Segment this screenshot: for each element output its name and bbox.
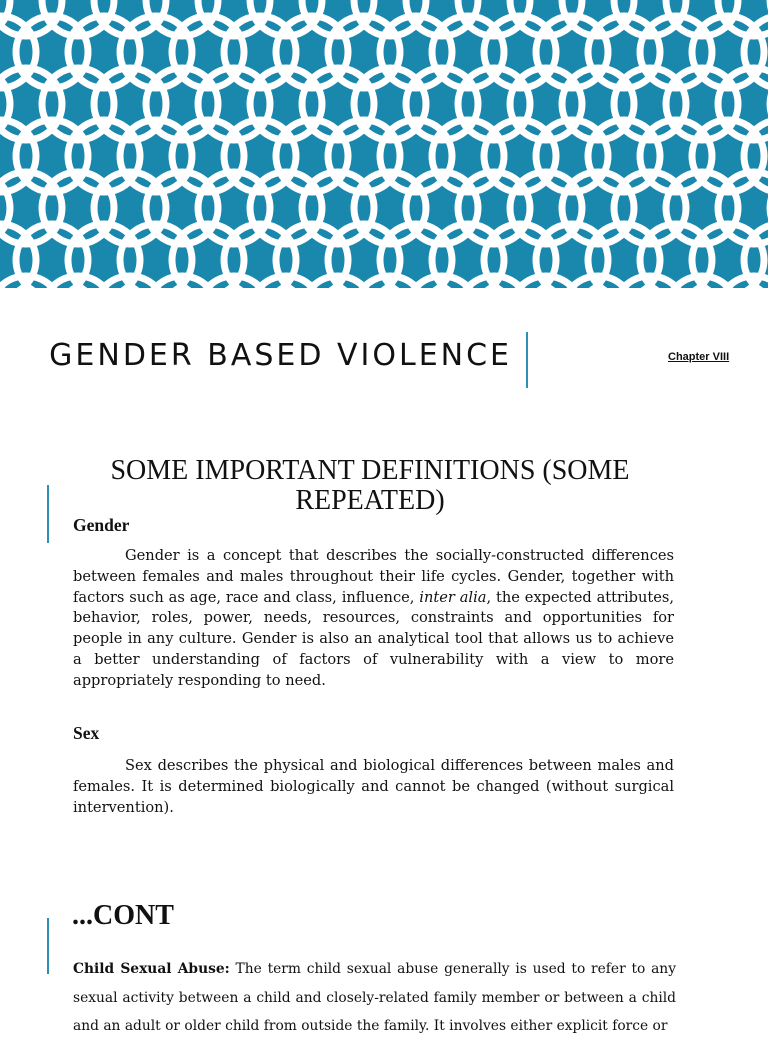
child-sexual-abuse-definition: Child Sexual Abuse: The term child sexual abuse generally is used to refer to any sexual activity between a child and closely-related family member or between a child and an adult or older child from outside the family. It involves either explicit force or [73, 961, 676, 1034]
section-accent-bar-2 [47, 918, 49, 974]
page-title: GENDER BASED VIOLENCE [49, 338, 512, 373]
chapter-label: Chapter VIII [668, 351, 730, 363]
section-title: SOME IMPORTANT DEFINITIONS (SOME REPEATED) [110, 455, 630, 516]
title-divider [526, 332, 528, 388]
gender-definition: Gender is a concept that describes the socially-constructed differences between females and males throughout their life cycles. Gender, together with factors such as age, race and class, influence, inter alia, the expected attributes, behavior, roles, power, needs, resources, constraints and opportunities for people in any culture. Gender is also an analytical tool that allows us to achieve a better understanding of factors of vulnerability with a view to more appropriately responding to need. [73, 547, 675, 689]
cover-pattern [0, 0, 768, 288]
term-heading-gender: Gender [73, 515, 130, 535]
section-accent-bar [47, 485, 49, 543]
term-heading-sex: Sex [73, 723, 100, 743]
interlocking-rings-pattern [0, 0, 768, 288]
continued-title: ...CONT [72, 900, 174, 931]
sex-definition: Sex describes the physical and biological differences between males and females. It is determined biologically and cannot be changed (without surgical intervention). [73, 757, 674, 816]
